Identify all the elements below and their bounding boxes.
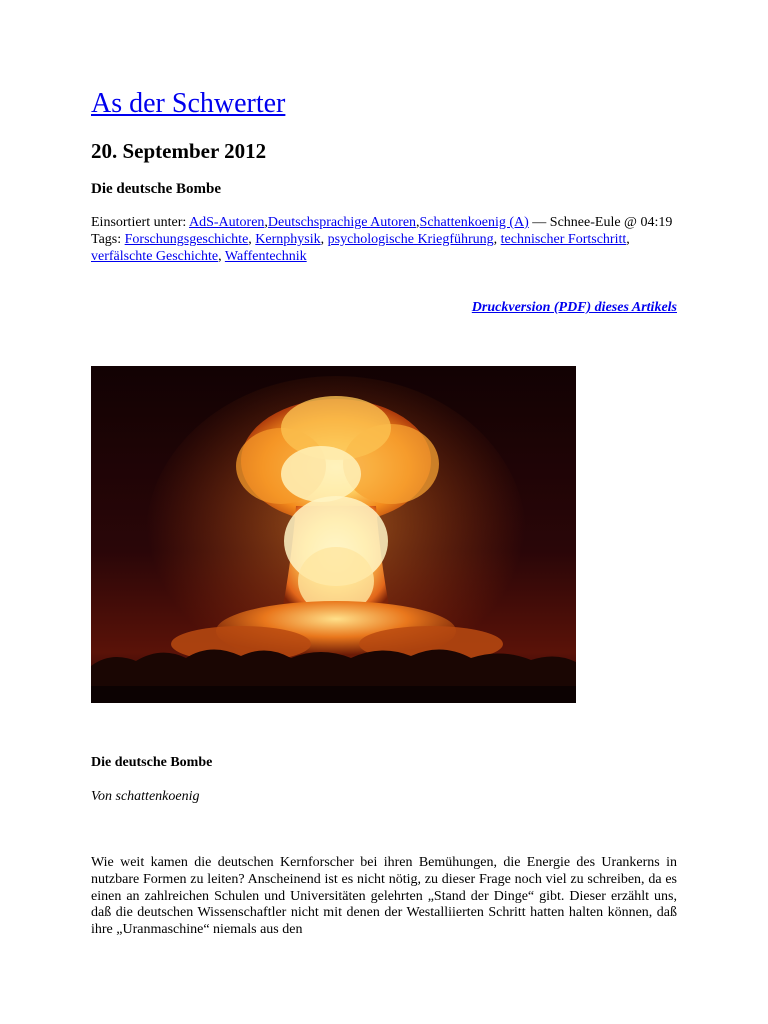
article-byline: Von schattenkoenig: [91, 789, 200, 804]
site-title: [91, 86, 285, 122]
filed-under-label: Einsortiert unter:: [91, 215, 189, 230]
post-time: 04:19: [640, 215, 673, 230]
tag-link-verfaelschte-geschichte[interactable]: verfälschte Geschichte: [91, 249, 219, 264]
post-date: 20. September 2012: [91, 139, 267, 163]
category-link-schattenkoenig[interactable]: Schattenkoenig (A): [419, 215, 529, 230]
tag-link-forschungsgeschichte[interactable]: Forschungsgeschichte: [124, 232, 249, 247]
post-meta: [91, 214, 677, 265]
article-heading: Die deutsche Bombe: [91, 755, 213, 770]
tags-label: Tags:: [91, 232, 125, 247]
post-categories-line: Einsortiert unter: AdS-Autoren,Deutschsprachige Autoren,Schattenkoenig (A) — Schnee-Eule @ 04:19: [91, 215, 673, 230]
tag-link-technischer-fortschritt[interactable]: technischer Fortschritt: [500, 232, 627, 247]
category-link-ads-autoren[interactable]: AdS-Autoren: [188, 215, 265, 230]
site-title-link[interactable]: As der Schwerter: [91, 88, 286, 119]
post-tags-line: Tags: Forschungsgeschichte, Kernphysik, psychologische Kriegführung, technischer Fortschritt, verfälschte Geschichte, Waffentechnik: [91, 232, 630, 264]
author-separator: —: [528, 215, 550, 230]
article-paragraph: Wie weit kamen die deutschen Kernforscher bei ihren Bemühungen, die Energie des Urankerns in nutzbare Formen zu leiten? Anscheinend ist es nicht nötig, zu dieser Frage noch viel zu schreiben, da es einen an zahlreichen Schulen und Universitäten gelehrten „Stand der Dinge“ gibt. Dieser erzählt uns, daß die deutschen Wissenschaftler nicht mit denen der Westalliierten Schritt hatten halten können, daß ihre „Uranmaschine“ niemals aus den: [91, 855, 677, 938]
nuclear-explosion-image: [91, 366, 576, 703]
tag-link-kernphysik[interactable]: Kernphysik: [255, 232, 321, 247]
post-author: Schnee-Eule: [549, 215, 621, 230]
tag-link-waffentechnik[interactable]: Waffentechnik: [224, 249, 307, 264]
time-prefix: @: [620, 215, 641, 230]
pdf-download-link[interactable]: Druckversion (PDF) dieses Artikels: [471, 300, 677, 315]
post-title: Die deutsche Bombe: [91, 181, 221, 197]
category-link-deutschsprachige-autoren[interactable]: Deutschsprachige Autoren: [267, 215, 417, 230]
tag-link-psychologische-kriegfuehrung[interactable]: psychologische Kriegführung: [327, 232, 494, 247]
